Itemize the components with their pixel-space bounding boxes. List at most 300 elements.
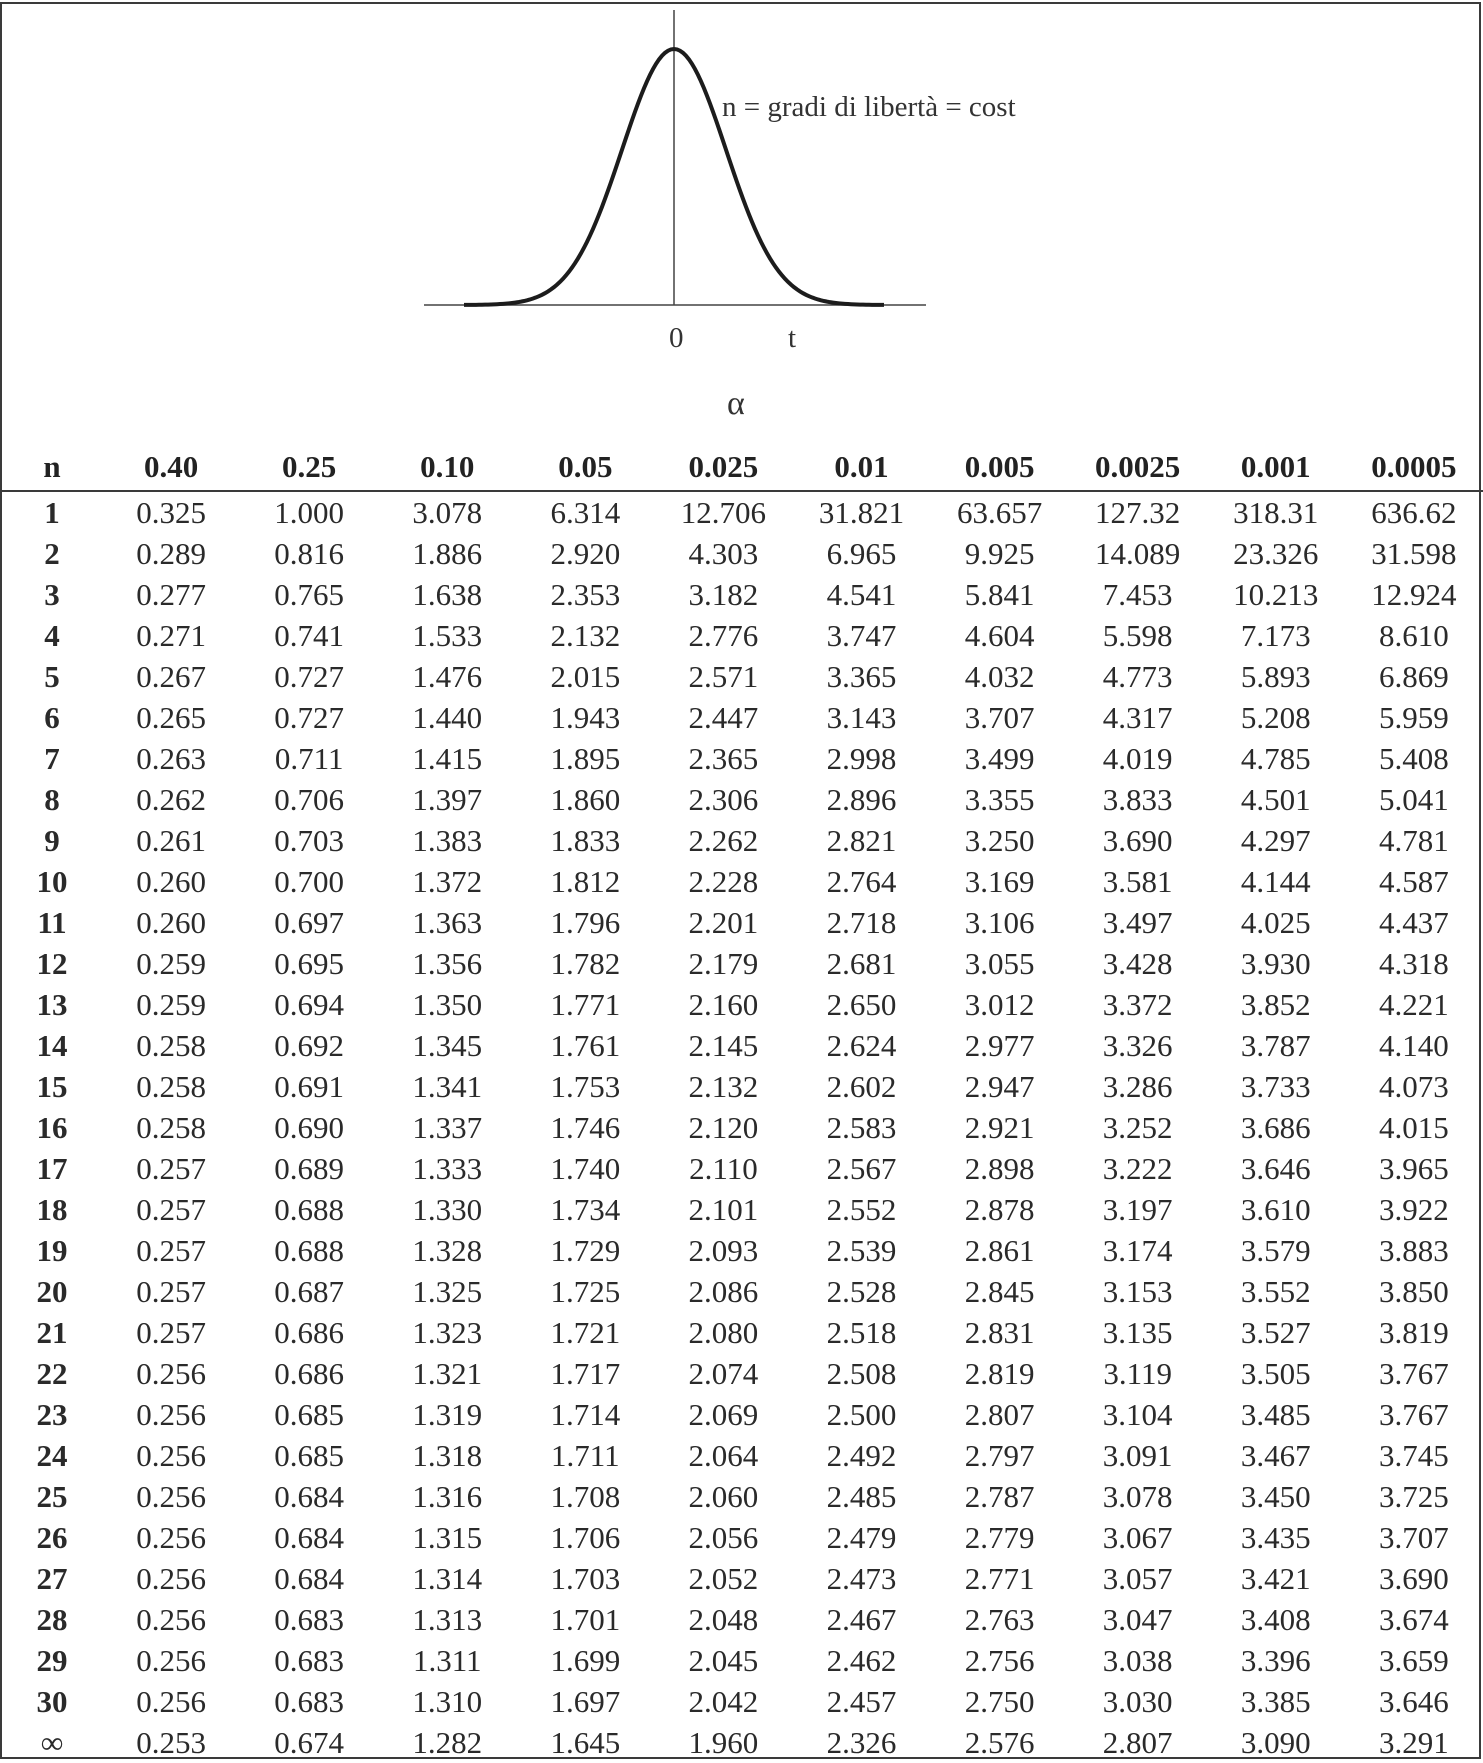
value-cell: 4.773 (1102, 658, 1173, 694)
value-cell: 1.771 (550, 986, 621, 1022)
value-cell: 1.315 (412, 1519, 483, 1555)
value-cell: 3.135 (1102, 1314, 1173, 1350)
value-cell: 0.257 (136, 1273, 206, 1309)
value-cell: 318.31 (1233, 494, 1319, 530)
value-cell: 3.659 (1379, 1642, 1449, 1678)
value-cell: 3.767 (1379, 1355, 1449, 1391)
value-cell: 2.485 (826, 1478, 897, 1514)
value-cell: 3.883 (1379, 1232, 1449, 1268)
row-n-cell: 6 (44, 699, 60, 735)
value-cell: 3.091 (1102, 1437, 1173, 1473)
table-row (2, 820, 1483, 861)
value-cell: 2.771 (964, 1560, 1035, 1596)
value-cell: 4.541 (826, 576, 897, 612)
value-cell: 0.262 (136, 781, 206, 817)
value-cell: 2.467 (826, 1601, 897, 1637)
row-n-cell: 23 (36, 1396, 68, 1432)
value-cell: 1.316 (412, 1478, 483, 1514)
value-cell: 2.602 (826, 1068, 897, 1104)
row-n-cell: 7 (44, 740, 60, 776)
value-cell: 3.450 (1240, 1478, 1311, 1514)
value-cell: 3.505 (1240, 1355, 1311, 1391)
value-cell: 0.711 (274, 740, 344, 776)
table-body (2, 491, 1483, 1763)
value-cell: 3.090 (1240, 1724, 1311, 1760)
value-cell: 3.485 (1240, 1396, 1311, 1432)
value-cell: 1.372 (412, 863, 483, 899)
value-cell: 3.372 (1102, 986, 1173, 1022)
table-row (2, 1681, 1483, 1722)
value-cell: 2.462 (826, 1642, 897, 1678)
table-row (2, 615, 1483, 656)
value-cell: 2.583 (826, 1109, 897, 1145)
value-cell: 6.869 (1379, 658, 1449, 694)
value-cell: 3.833 (1102, 781, 1173, 817)
value-cell: 2.145 (688, 1027, 759, 1063)
value-cell: 1.350 (412, 986, 483, 1022)
value-cell: 0.259 (136, 945, 206, 981)
value-cell: 0.685 (274, 1396, 345, 1432)
value-cell: 5.041 (1379, 781, 1449, 817)
value-cell: 4.785 (1240, 740, 1311, 776)
value-cell: 1.701 (550, 1601, 621, 1637)
value-cell: 1.699 (550, 1642, 621, 1678)
value-cell: 1.282 (412, 1724, 483, 1760)
value-cell: 2.064 (688, 1437, 759, 1473)
table-row (2, 491, 1483, 533)
value-cell: 2.120 (688, 1109, 759, 1145)
value-cell: 1.330 (412, 1191, 483, 1227)
value-cell: 0.271 (136, 617, 206, 653)
row-n-cell: 11 (37, 904, 67, 940)
table-row (2, 943, 1483, 984)
value-cell: 4.587 (1379, 863, 1449, 899)
value-cell: 0.727 (274, 658, 345, 694)
table-row (2, 1722, 1483, 1763)
t-axis-label: t (788, 322, 797, 354)
value-cell: 0.689 (274, 1150, 345, 1186)
row-n-cell: 26 (36, 1519, 68, 1555)
header-alpha: 0.025 (654, 444, 792, 491)
value-cell: 3.707 (964, 699, 1035, 735)
value-cell: 2.365 (688, 740, 759, 776)
value-cell: 3.365 (826, 658, 897, 694)
value-cell: 2.977 (964, 1027, 1035, 1063)
value-cell: 0.727 (274, 699, 345, 735)
value-cell: 8.610 (1379, 617, 1449, 653)
page-frame (0, 2, 1481, 1759)
value-cell: 1.729 (550, 1232, 621, 1268)
value-cell: 0.688 (274, 1191, 345, 1227)
value-cell: 0.325 (136, 494, 206, 530)
value-cell: 0.265 (136, 699, 206, 735)
value-cell: 2.787 (964, 1478, 1035, 1514)
value-cell: 2.457 (826, 1683, 897, 1719)
value-cell: 0.683 (274, 1683, 345, 1719)
value-cell: 3.038 (1102, 1642, 1173, 1678)
header-alpha: 0.10 (378, 444, 516, 491)
value-cell: 3.182 (688, 576, 759, 612)
value-cell: 0.257 (136, 1150, 206, 1186)
value-cell: 1.697 (550, 1683, 621, 1719)
value-cell: 0.253 (136, 1724, 206, 1760)
value-cell: 3.169 (964, 863, 1035, 899)
value-cell: 3.197 (1102, 1191, 1173, 1227)
row-n-cell: 22 (36, 1355, 68, 1391)
value-cell: 1.711 (551, 1437, 620, 1473)
value-cell: 31.598 (1371, 535, 1457, 571)
value-cell: 4.318 (1379, 945, 1449, 981)
value-cell: 3.078 (412, 494, 483, 530)
value-cell: 1.415 (412, 740, 483, 776)
value-cell: 3.250 (964, 822, 1035, 858)
table-header (2, 444, 1483, 491)
row-n-cell: 1 (44, 494, 60, 530)
value-cell: 1.323 (412, 1314, 483, 1350)
value-cell: 3.408 (1240, 1601, 1311, 1637)
value-cell: 3.930 (1240, 945, 1311, 981)
value-cell: 1.345 (412, 1027, 483, 1063)
value-cell: 2.045 (688, 1642, 759, 1678)
value-cell: 3.579 (1240, 1232, 1311, 1268)
row-n-cell: 20 (36, 1273, 68, 1309)
value-cell: 0.258 (136, 1068, 206, 1104)
value-cell: 2.447 (688, 699, 759, 735)
value-cell: 1.860 (550, 781, 621, 817)
value-cell: 3.922 (1379, 1191, 1449, 1227)
header-alpha: 0.40 (102, 444, 240, 491)
row-n-cell: 18 (36, 1191, 68, 1227)
value-cell: 2.920 (550, 535, 621, 571)
table-row (2, 1107, 1483, 1148)
value-cell: 3.104 (1102, 1396, 1173, 1432)
value-cell: 1.703 (550, 1560, 621, 1596)
value-cell: 5.408 (1379, 740, 1449, 776)
table-row (2, 984, 1483, 1025)
value-cell: 1.782 (550, 945, 621, 981)
value-cell: 2.681 (826, 945, 897, 981)
header-alpha: 0.005 (931, 444, 1069, 491)
value-cell: 3.421 (1240, 1560, 1311, 1596)
value-cell: 1.363 (412, 904, 483, 940)
value-cell: 2.764 (826, 863, 897, 899)
table-row (2, 1353, 1483, 1394)
value-cell: 0.686 (274, 1314, 345, 1350)
value-cell: 0.741 (274, 617, 345, 653)
value-cell: 1.960 (688, 1724, 759, 1760)
value-cell: 2.797 (964, 1437, 1035, 1473)
value-cell: 1.706 (550, 1519, 621, 1555)
value-cell: 1.833 (550, 822, 621, 858)
value-cell: 2.624 (826, 1027, 897, 1063)
zero-tick-label: 0 (669, 322, 684, 354)
value-cell: 3.767 (1379, 1396, 1449, 1432)
header-alpha: 0.0025 (1069, 444, 1207, 491)
value-cell: 2.479 (826, 1519, 897, 1555)
value-cell: 2.947 (964, 1068, 1035, 1104)
table-row (2, 1271, 1483, 1312)
value-cell: 0.256 (136, 1683, 206, 1719)
value-cell: 0.256 (136, 1437, 206, 1473)
value-cell: 3.497 (1102, 904, 1173, 940)
value-cell: 4.015 (1379, 1109, 1449, 1145)
value-cell: 0.257 (136, 1314, 206, 1350)
value-cell: 0.256 (136, 1560, 206, 1596)
value-cell: 1.714 (550, 1396, 621, 1432)
value-cell: 3.385 (1240, 1683, 1311, 1719)
value-cell: 2.228 (688, 863, 759, 899)
row-n-cell: 24 (36, 1437, 68, 1473)
value-cell: 0.684 (274, 1519, 345, 1555)
value-cell: 0.256 (136, 1478, 206, 1514)
header-alpha: 0.0005 (1345, 444, 1483, 491)
value-cell: 1.721 (550, 1314, 621, 1350)
value-cell: 0.259 (136, 986, 206, 1022)
row-n-cell: 5 (44, 658, 60, 694)
value-cell: 0.686 (274, 1355, 345, 1391)
row-n-cell: 21 (36, 1314, 68, 1350)
value-cell: 1.753 (550, 1068, 621, 1104)
alpha-label: α (727, 385, 745, 422)
value-cell: 2.861 (964, 1232, 1035, 1268)
value-cell: 1.476 (412, 658, 483, 694)
value-cell: 3.747 (826, 617, 897, 653)
value-cell: 0.706 (274, 781, 345, 817)
value-cell: 2.718 (826, 904, 897, 940)
value-cell: 0.256 (136, 1601, 206, 1637)
table-row (2, 1312, 1483, 1353)
value-cell: 2.779 (964, 1519, 1035, 1555)
value-cell: 0.691 (274, 1068, 345, 1104)
value-cell: 2.132 (550, 617, 621, 653)
row-n-cell: 15 (36, 1068, 68, 1104)
table-row (2, 1435, 1483, 1476)
value-cell: 1.725 (550, 1273, 621, 1309)
value-cell: 0.694 (274, 986, 345, 1022)
header-alpha: 0.05 (516, 444, 654, 491)
value-cell: 3.690 (1379, 1560, 1449, 1596)
value-cell: 2.571 (688, 658, 759, 694)
table-row (2, 1517, 1483, 1558)
value-cell: 14.089 (1095, 535, 1181, 571)
value-cell: 7.173 (1240, 617, 1311, 653)
value-cell: 23.326 (1233, 535, 1319, 571)
value-cell: 1.383 (412, 822, 483, 858)
value-cell: 1.708 (550, 1478, 621, 1514)
value-cell: 0.257 (136, 1191, 206, 1227)
value-cell: 2.326 (826, 1724, 897, 1760)
value-cell: 4.297 (1240, 822, 1311, 858)
value-cell: 0.700 (274, 863, 345, 899)
value-cell: 2.807 (1102, 1724, 1173, 1760)
value-cell: 2.492 (826, 1437, 897, 1473)
value-cell: 0.765 (274, 576, 345, 612)
value-cell: 3.686 (1240, 1109, 1311, 1145)
value-cell: 1.943 (550, 699, 621, 735)
value-cell: 2.093 (688, 1232, 759, 1268)
value-cell: 2.831 (964, 1314, 1035, 1350)
value-cell: 0.257 (136, 1232, 206, 1268)
value-cell: 3.707 (1379, 1519, 1449, 1555)
value-cell: 1.321 (412, 1355, 483, 1391)
value-cell: 2.179 (688, 945, 759, 981)
value-cell: 1.761 (550, 1027, 621, 1063)
value-cell: 2.921 (964, 1109, 1035, 1145)
value-cell: 4.019 (1102, 740, 1173, 776)
value-cell: 2.306 (688, 781, 759, 817)
table-row (2, 1476, 1483, 1517)
value-cell: 3.467 (1240, 1437, 1311, 1473)
table-row (2, 1558, 1483, 1599)
value-cell: 3.067 (1102, 1519, 1173, 1555)
value-cell: 2.015 (550, 658, 621, 694)
value-cell: 10.213 (1233, 576, 1319, 612)
value-cell: 4.073 (1379, 1068, 1449, 1104)
value-cell: 3.396 (1240, 1642, 1311, 1678)
value-cell: 636.62 (1371, 494, 1457, 530)
value-cell: 6.314 (550, 494, 621, 530)
table-row (2, 1394, 1483, 1435)
value-cell: 0.684 (274, 1478, 345, 1514)
header-alpha: 0.25 (240, 444, 378, 491)
row-n-cell: 16 (36, 1109, 68, 1145)
value-cell: 0.674 (274, 1724, 345, 1760)
value-cell: 3.174 (1102, 1232, 1173, 1268)
value-cell: 3.787 (1240, 1027, 1311, 1063)
table-row (2, 1066, 1483, 1107)
value-cell: 2.518 (826, 1314, 897, 1350)
row-n-cell: 17 (36, 1150, 68, 1186)
value-cell: 4.221 (1379, 986, 1449, 1022)
value-cell: 1.310 (412, 1683, 483, 1719)
value-cell: 3.819 (1379, 1314, 1449, 1350)
row-n-cell: 9 (44, 822, 60, 858)
table-row (2, 861, 1483, 902)
value-cell: 3.733 (1240, 1068, 1311, 1104)
value-cell: 0.258 (136, 1027, 206, 1063)
value-cell: 2.101 (688, 1191, 759, 1227)
table-row (2, 1148, 1483, 1189)
value-cell: 0.690 (274, 1109, 345, 1145)
table-row (2, 779, 1483, 820)
value-cell: 2.262 (688, 822, 759, 858)
row-n-cell: 25 (36, 1478, 68, 1514)
value-cell: 2.353 (550, 576, 621, 612)
value-cell: 1.812 (550, 863, 621, 899)
value-cell: 2.998 (826, 740, 897, 776)
value-cell: 3.286 (1102, 1068, 1173, 1104)
value-cell: 4.604 (964, 617, 1035, 653)
row-n-cell: 19 (36, 1232, 68, 1268)
value-cell: 1.740 (550, 1150, 621, 1186)
value-cell: 4.140 (1379, 1027, 1449, 1063)
value-cell: 0.260 (136, 863, 206, 899)
value-cell: 3.435 (1240, 1519, 1311, 1555)
value-cell: 0.683 (274, 1601, 345, 1637)
table-row (2, 738, 1483, 779)
value-cell: 0.263 (136, 740, 206, 776)
value-cell: 3.581 (1102, 863, 1173, 899)
value-cell: 2.576 (964, 1724, 1035, 1760)
value-cell: 0.256 (136, 1642, 206, 1678)
value-cell: 1.318 (412, 1437, 483, 1473)
row-n-cell: 2 (44, 535, 60, 571)
value-cell: 2.898 (964, 1150, 1035, 1186)
value-cell: 0.683 (274, 1642, 345, 1678)
value-cell: 0.697 (274, 904, 345, 940)
value-cell: 3.428 (1102, 945, 1173, 981)
value-cell: 3.326 (1102, 1027, 1173, 1063)
value-cell: 0.685 (274, 1437, 345, 1473)
value-cell: 2.201 (688, 904, 759, 940)
value-cell: 3.745 (1379, 1437, 1449, 1473)
value-cell: 2.807 (964, 1396, 1035, 1432)
value-cell: 4.781 (1379, 822, 1449, 858)
value-cell: 2.821 (826, 822, 897, 858)
value-cell: 2.048 (688, 1601, 759, 1637)
value-cell: 1.796 (550, 904, 621, 940)
value-cell: 1.325 (412, 1273, 483, 1309)
value-cell: 2.750 (964, 1683, 1035, 1719)
value-cell: 2.539 (826, 1232, 897, 1268)
value-cell: 2.567 (826, 1150, 897, 1186)
value-cell: 3.055 (964, 945, 1035, 981)
value-cell: 2.552 (826, 1191, 897, 1227)
value-cell: 4.437 (1379, 904, 1449, 940)
value-cell: 4.144 (1240, 863, 1311, 899)
value-cell: 1.638 (412, 576, 483, 612)
value-cell: 5.959 (1379, 699, 1449, 735)
value-cell: 3.119 (1103, 1355, 1172, 1391)
value-cell: 1.440 (412, 699, 483, 735)
value-cell: 127.32 (1095, 494, 1181, 530)
table-row (2, 656, 1483, 697)
value-cell: 2.060 (688, 1478, 759, 1514)
value-cell: 3.527 (1240, 1314, 1311, 1350)
value-cell: 0.258 (136, 1109, 206, 1145)
distribution-figure (2, 4, 1483, 444)
value-cell: 2.845 (964, 1273, 1035, 1309)
value-cell: 2.042 (688, 1683, 759, 1719)
value-cell: 2.819 (964, 1355, 1035, 1391)
value-cell: 5.893 (1240, 658, 1311, 694)
value-cell: 2.473 (826, 1560, 897, 1596)
value-cell: 3.852 (1240, 986, 1311, 1022)
table-row (2, 697, 1483, 738)
row-n-cell: 4 (44, 617, 60, 653)
value-cell: 7.453 (1102, 576, 1173, 612)
value-cell: 2.500 (826, 1396, 897, 1432)
value-cell: 2.132 (688, 1068, 759, 1104)
value-cell: 1.397 (412, 781, 483, 817)
value-cell: 3.355 (964, 781, 1035, 817)
value-cell: 0.260 (136, 904, 206, 940)
value-cell: 3.047 (1102, 1601, 1173, 1637)
value-cell: 0.267 (136, 658, 206, 694)
value-cell: 1.886 (412, 535, 483, 571)
value-cell: 3.646 (1240, 1150, 1311, 1186)
value-cell: 1.717 (550, 1355, 621, 1391)
value-cell: 0.703 (274, 822, 345, 858)
value-cell: 2.878 (964, 1191, 1035, 1227)
value-cell: 4.317 (1102, 699, 1173, 735)
value-cell: 0.289 (136, 535, 206, 571)
value-cell: 4.501 (1240, 781, 1311, 817)
row-n-cell: 30 (36, 1683, 68, 1719)
value-cell: 1.311 (412, 1642, 482, 1678)
value-cell: 1.333 (412, 1150, 483, 1186)
value-cell: 1.341 (412, 1068, 483, 1104)
